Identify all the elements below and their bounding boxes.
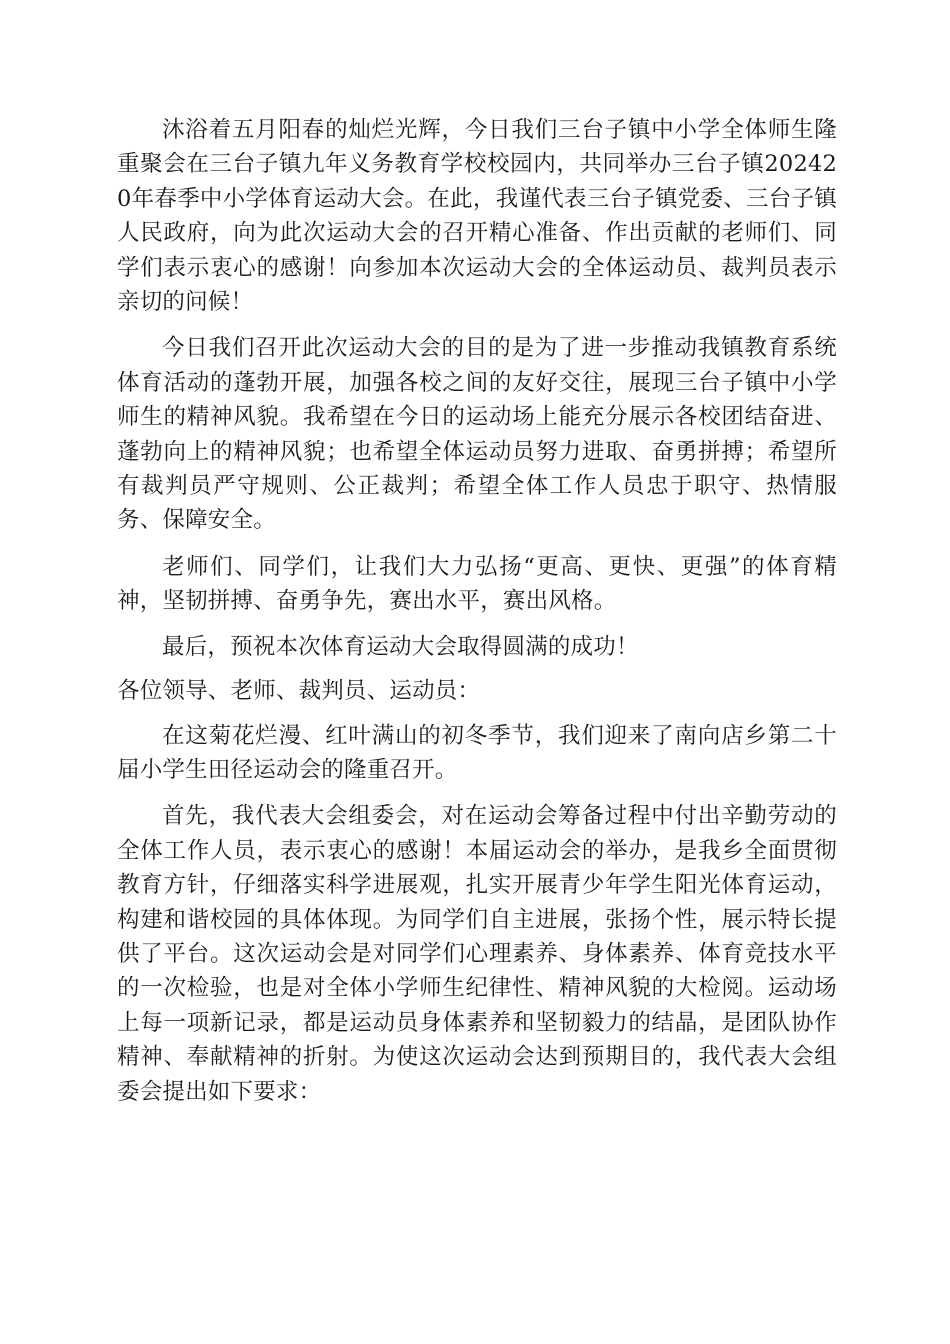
paragraph-thanks: 首先，我代表大会组委会，对在运动会筹备过程中付出辛勤劳动的全体工作人员，表示衷心的感谢！本届运动会的举办，是我乡全面贯彻教育方针，仔细落实科学进展观，扎实开展青少年学生阳光体育运动，构建和谐校园的具体体现。为同学们自主进展，张扬个性，展示特长提供了平台。这次运动会是对同学们心理素养、身体素养、体育竞技水平的一次检验，也是对全体小学师生纪律性、精神风貌的大检阅。运动场上每一项新记录，都是运动员身体素养和坚韧毅力的结晶，是团队协作精神、奉献精神的折射。为使这次运动会达到预期目的，我代表大会组委会提出如下要求： bbox=[117, 803, 837, 1105]
paragraph-wishes: 最后，预祝本次体育运动大会取得圆满的成功！ bbox=[162, 633, 639, 660]
paragraph-season: 在这菊花烂漫、红叶满山的初冬季节，我们迎来了南向店乡第二十届小学生田径运动会的隆重召开。 bbox=[117, 722, 837, 783]
paragraph-purpose: 今日我们召开此次运动大会的目的是为了进一步推动我镇教育系统体育活动的蓬勃开展，加强各校之间的友好交往，展现三台子镇中小学师生的精神风貌。我希望在今日的运动场上能充分展示各校团结奋进、蓬勃向上的精神风貌；也希望全体运动员努力进取、奋勇拼搏；希望所有裁判员严守规则、公正裁判；希望全体工作人员忠于职守、热情服务、保障安全。 bbox=[117, 335, 837, 534]
paragraph-opening: 沐浴着五月阳春的灿烂光辉，今日我们三台子镇中小学全体师生隆重聚会在三台子镇九年义务教育学校校园内，共同举办三台子镇202420年春季中小学体育运动大会。在此，我谨代表三台子镇党委、三台子镇人民政府，向为此次运动大会的召开精心准备、作出贡献的老师们、同学们表示衷心的感谢！向参加本次运动大会的全体运动员、裁判员表示亲切的问候！ bbox=[117, 117, 837, 316]
document-body bbox=[117, 113, 837, 1109]
paragraph-salutation: 各位领导、老师、裁判员、运动员： bbox=[117, 678, 481, 705]
paragraph-spirit: 老师们、同学们，让我们大力弘扬“更高、更快、更强”的体育精神，坚韧拼搏、奋勇争先，赛出水平，赛出风格。 bbox=[117, 553, 837, 615]
